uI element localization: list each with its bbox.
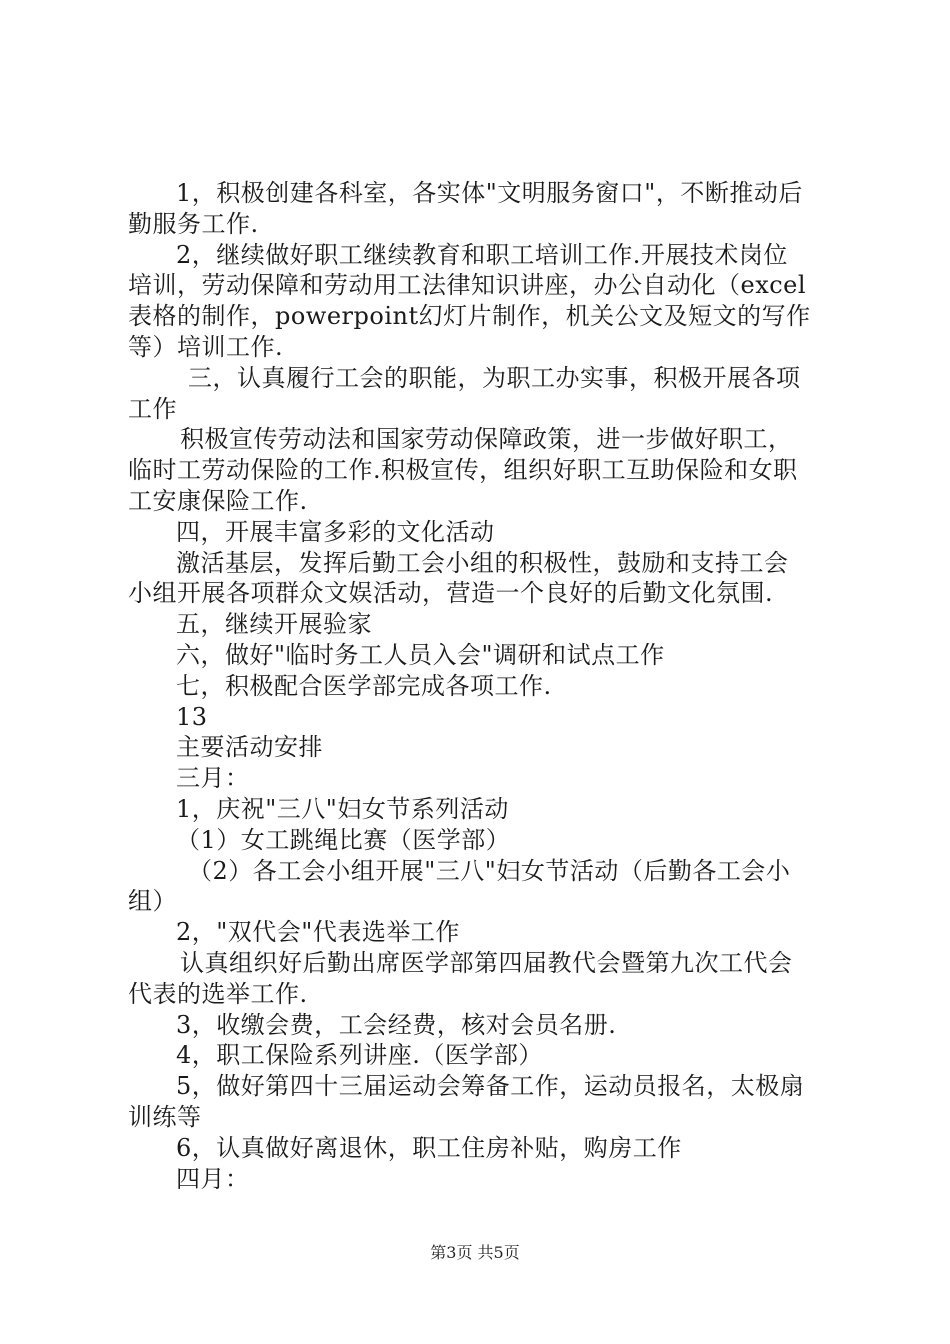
text-line: 6，认真做好离退休，职工住房补贴，购房工作 <box>176 1133 682 1162</box>
text-line: 六，做好"临时务工人员入会"调研和试点工作 <box>176 640 665 669</box>
text-line: 代表的选举工作. <box>128 979 308 1008</box>
text-line: 主要活动安排 <box>176 733 323 762</box>
text-line: 表格的制作，powerpoint幻灯片制作，机关公文及短文的写作 <box>128 302 811 331</box>
text-line: 培训，劳动保障和劳动用工法律知识讲座，办公自动化（excel <box>128 271 807 300</box>
text-line: 认真组织好后勤出席医学部第四届教代会暨第九次工代会 <box>180 948 793 977</box>
document-body <box>128 178 833 1194</box>
text-line: 5，做好第四十三届运动会筹备工作，运动员报名，太极扇 <box>176 1072 805 1101</box>
text-line: （1）女工跳绳比赛（医学部） <box>176 825 511 854</box>
text-line: 2，"双代会"代表选举工作 <box>176 918 460 947</box>
text-line: 13 <box>176 702 208 731</box>
text-line: 勤服务工作. <box>128 209 259 238</box>
text-line: 四，开展丰富多彩的文化活动 <box>176 517 495 546</box>
text-line: （2）各工会小组开展"三八"妇女节活动（后勤各工会小 <box>188 856 791 885</box>
text-line: 3，收缴会费，工会经费，核对会员名册. <box>176 1010 617 1039</box>
text-line: 七，积极配合医学部完成各项工作. <box>176 671 552 700</box>
text-line: 五，继续开展验家 <box>176 610 372 639</box>
text-line: 等）培训工作. <box>128 332 284 361</box>
text-line: 训练等 <box>128 1102 202 1131</box>
text-line: 1，庆祝"三八"妇女节系列活动 <box>176 794 509 823</box>
text-line: 激活基层，发挥后勤工会小组的积极性，鼓励和支持工会 <box>176 548 789 577</box>
text-line: 4，职工保险系列讲座.（医学部） <box>176 1041 543 1070</box>
page-number-footer: 第3页 共5页 <box>430 1243 520 1262</box>
text-line: 2，继续做好职工继续教育和职工培训工作.开展技术岗位 <box>176 240 788 269</box>
text-line: 临时工劳动保险的工作.积极宣传，组织好职工互助保险和女职 <box>128 456 798 485</box>
text-line: 组） <box>128 887 177 916</box>
text-line: 工安康保险工作. <box>128 486 308 515</box>
text-line: 积极宣传劳动法和国家劳动保障政策，进一步做好职工， <box>180 425 793 454</box>
text-line: 四月： <box>176 1164 250 1193</box>
text-line: 工作 <box>128 394 177 423</box>
text-line: 三，认真履行工会的职能，为职工办实事，积极开展各项 <box>188 363 801 392</box>
text-line: 三月： <box>176 764 250 793</box>
text-line: 1，积极创建各科室，各实体"文明服务窗口"，不断推动后 <box>176 179 803 207</box>
text-line: 小组开展各项群众文娱活动，营造一个良好的后勤文化氛围. <box>128 579 774 608</box>
